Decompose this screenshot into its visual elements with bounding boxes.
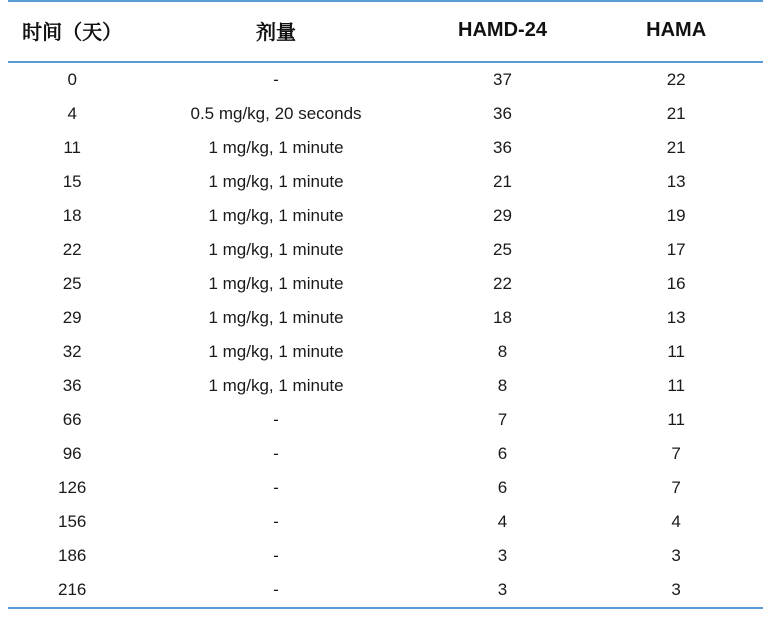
cell-dose: - bbox=[273, 546, 279, 565]
header-row bbox=[8, 1, 763, 62]
cell-dose: - bbox=[273, 444, 279, 463]
table-row bbox=[8, 131, 763, 165]
cell-hama: 7 bbox=[671, 478, 681, 497]
cell-hama: 3 bbox=[671, 580, 681, 599]
table-row bbox=[8, 573, 763, 608]
cell-dose: 1 mg/kg, 1 minute bbox=[208, 376, 344, 395]
cell-dose: 1 mg/kg, 1 minute bbox=[208, 308, 344, 327]
cell-hamd: 22 bbox=[493, 274, 512, 293]
cell-hama: 11 bbox=[667, 376, 685, 395]
cell-hamd: 18 bbox=[493, 308, 512, 327]
table-row bbox=[8, 267, 763, 301]
cell-hamd: 6 bbox=[497, 444, 508, 463]
cell-hamd: 36 bbox=[493, 104, 512, 123]
cell-hama: 22 bbox=[666, 70, 686, 89]
cell-time: 96 bbox=[62, 444, 82, 463]
column-header-hamd: HAMD-24 bbox=[458, 19, 547, 41]
cell-hamd: 8 bbox=[497, 342, 508, 361]
cell-dose: - bbox=[273, 580, 279, 599]
cell-hama: 19 bbox=[666, 206, 686, 225]
table-row bbox=[8, 505, 763, 539]
cell-hama: 7 bbox=[671, 444, 681, 463]
cell-time: 156 bbox=[57, 512, 87, 531]
cell-hama: 16 bbox=[666, 274, 686, 293]
cell-time: 15 bbox=[62, 172, 82, 191]
column-header-time: 时间（天） bbox=[22, 22, 123, 44]
cell-hamd: 6 bbox=[497, 478, 508, 497]
cell-time: 126 bbox=[57, 478, 87, 497]
cell-time: 66 bbox=[62, 410, 82, 429]
cell-time: 216 bbox=[57, 580, 87, 599]
cell-dose: 1 mg/kg, 1 minute bbox=[208, 342, 344, 361]
cell-hamd: 3 bbox=[497, 546, 508, 565]
cell-dose: - bbox=[273, 410, 279, 429]
cell-time: 4 bbox=[67, 104, 77, 123]
table-row bbox=[8, 233, 763, 267]
table-row bbox=[8, 62, 763, 97]
cell-dose: - bbox=[273, 70, 279, 89]
table-row bbox=[8, 369, 763, 403]
cell-hama: 11 bbox=[667, 342, 685, 361]
cell-dose: 1 mg/kg, 1 minute bbox=[208, 274, 344, 293]
cell-hamd: 7 bbox=[497, 410, 508, 429]
cell-time: 22 bbox=[62, 240, 82, 259]
table-row bbox=[8, 437, 763, 471]
cell-hamd: 25 bbox=[493, 240, 512, 259]
cell-time: 11 bbox=[63, 138, 81, 157]
cell-time: 0 bbox=[67, 70, 77, 89]
clinical-measurements-table bbox=[8, 0, 763, 609]
cell-dose: 1 mg/kg, 1 minute bbox=[208, 172, 344, 191]
column-header-hama: HAMA bbox=[646, 19, 707, 41]
cell-hama: 21 bbox=[666, 138, 686, 157]
cell-hamd: 29 bbox=[493, 206, 512, 225]
table-row bbox=[8, 335, 763, 369]
cell-hamd: 4 bbox=[497, 512, 508, 531]
cell-hama: 11 bbox=[667, 410, 685, 429]
cell-hamd: 3 bbox=[497, 580, 508, 599]
cell-hama: 21 bbox=[666, 104, 686, 123]
table-row bbox=[8, 97, 763, 131]
cell-dose: - bbox=[273, 478, 279, 497]
table-row bbox=[8, 539, 763, 573]
cell-hamd: 21 bbox=[493, 172, 512, 191]
column-header-dose: 剂量 bbox=[256, 22, 297, 44]
cell-time: 29 bbox=[62, 308, 82, 327]
table-row bbox=[8, 403, 763, 437]
cell-time: 25 bbox=[62, 274, 82, 293]
table-row bbox=[8, 165, 763, 199]
table-row bbox=[8, 199, 763, 233]
table-row bbox=[8, 301, 763, 335]
cell-hama: 13 bbox=[666, 172, 686, 191]
cell-time: 32 bbox=[62, 342, 82, 361]
cell-hama: 17 bbox=[666, 240, 686, 259]
table-row bbox=[8, 471, 763, 505]
cell-hama: 13 bbox=[666, 308, 686, 327]
cell-hamd: 37 bbox=[493, 70, 512, 89]
cell-time: 186 bbox=[57, 546, 87, 565]
table-header bbox=[8, 1, 763, 62]
cell-dose: 1 mg/kg, 1 minute bbox=[208, 240, 344, 259]
cell-dose: 1 mg/kg, 1 minute bbox=[208, 206, 344, 225]
table-body bbox=[8, 62, 763, 608]
cell-dose: 1 mg/kg, 1 minute bbox=[208, 138, 344, 157]
cell-dose: 0.5 mg/kg, 20 seconds bbox=[190, 104, 362, 123]
cell-time: 36 bbox=[62, 376, 82, 395]
cell-hama: 3 bbox=[671, 546, 681, 565]
cell-hamd: 36 bbox=[493, 138, 512, 157]
cell-hamd: 8 bbox=[497, 376, 508, 395]
cell-hama: 4 bbox=[671, 512, 681, 531]
cell-time: 18 bbox=[62, 206, 82, 225]
cell-dose: - bbox=[273, 512, 279, 531]
